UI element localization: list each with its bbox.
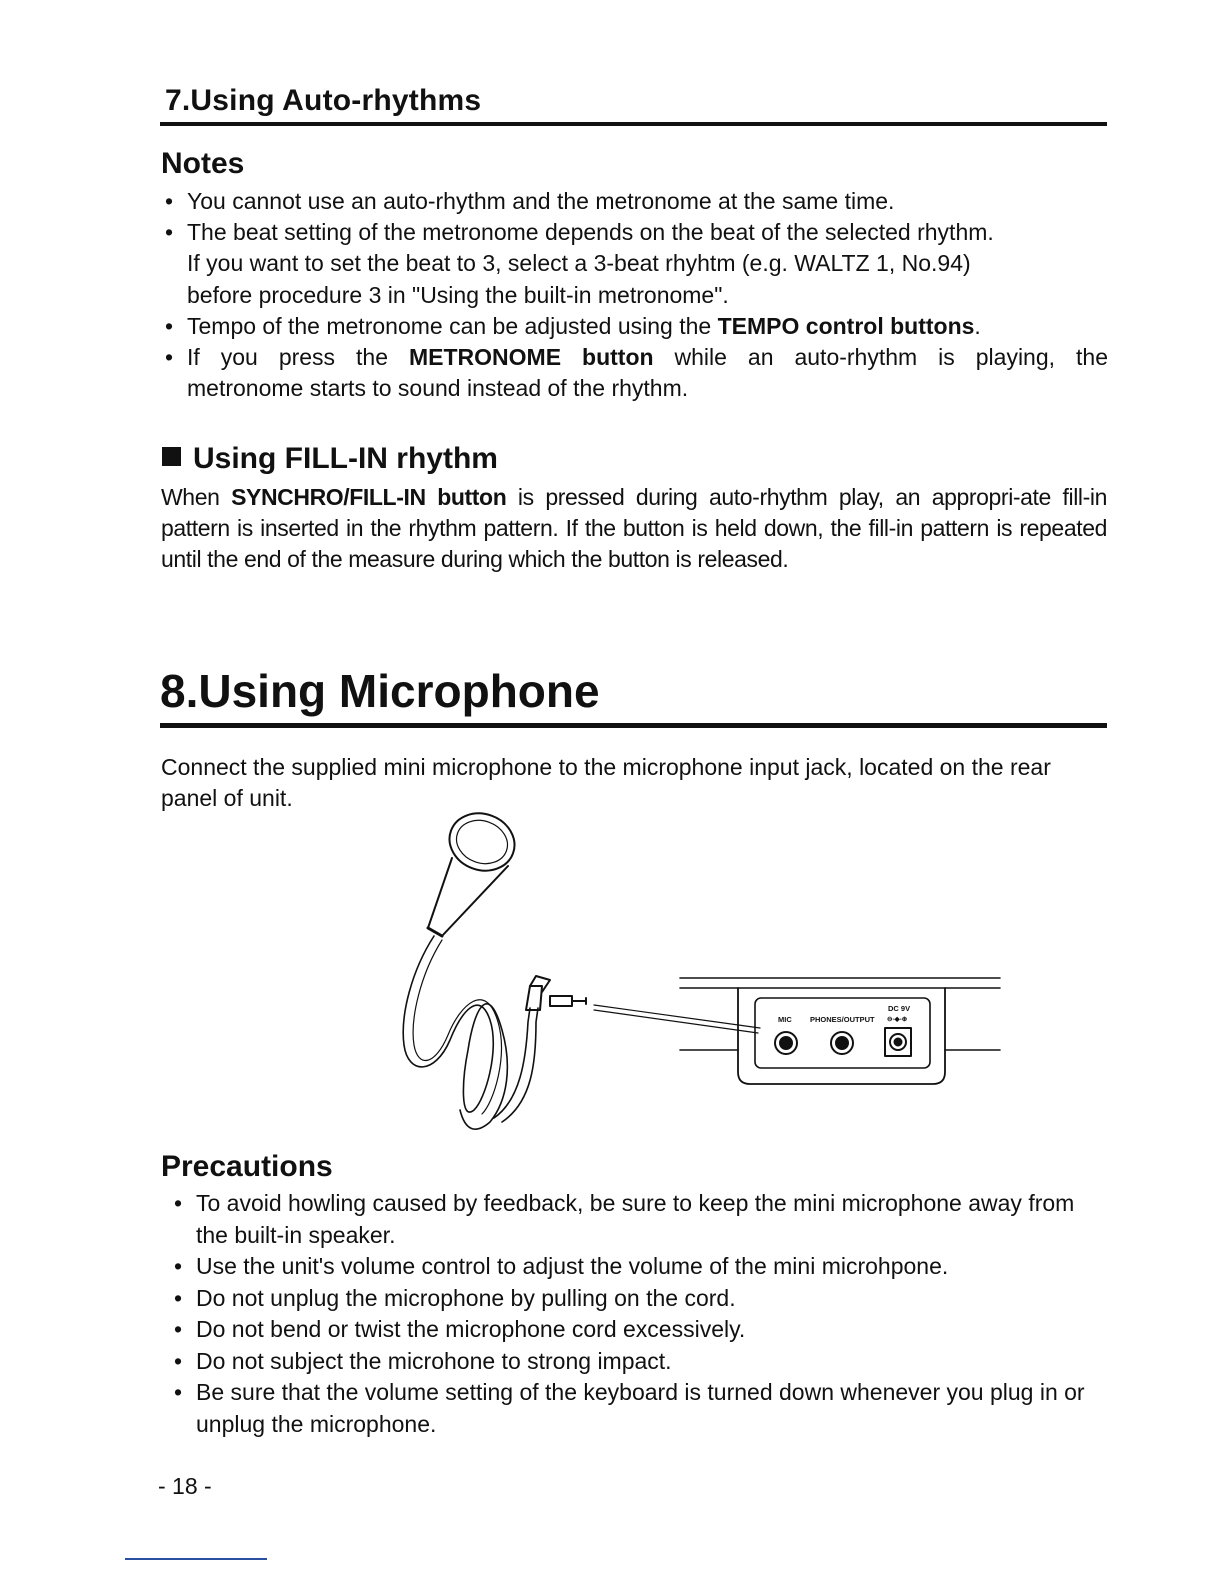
dc-jack-label: DC 9V xyxy=(888,1004,911,1013)
square-bullet-icon xyxy=(162,447,181,466)
fill-in-heading xyxy=(162,442,498,476)
fill-in-paragraph xyxy=(161,482,1107,575)
section-title-microphone: 8.Using Microphone xyxy=(160,665,600,717)
page-number: - 18 - xyxy=(158,1473,212,1499)
fill-in-heading-text: Using FILL-IN rhythm xyxy=(193,442,498,475)
precautions-heading: Precautions xyxy=(161,1150,333,1183)
note-text: If you want to set the beat to 3, select a 3-beat rhyhtm (e.g. WALTZ 1, No.94) xyxy=(187,250,971,277)
list-item xyxy=(163,217,1108,311)
paragraph-text: When xyxy=(161,484,232,510)
list-item xyxy=(163,342,1108,404)
note-text: If you press the xyxy=(187,344,409,371)
note-text: The beat setting of the metronome depends on the beat of the selected rhythm. xyxy=(187,219,994,246)
microphone-icon xyxy=(428,804,523,936)
note-text: while an auto-rhythm is playing, the xyxy=(653,344,1108,371)
section-divider xyxy=(160,723,1107,728)
precautions-list xyxy=(172,1188,1108,1440)
paragraph-emphasis: SYNCHRO/FILL-IN button xyxy=(231,484,507,510)
mini-plug-icon xyxy=(526,976,586,1010)
notes-heading: Notes xyxy=(161,147,245,180)
dc-polarity-label: ⊖-◆-⊕ xyxy=(887,1016,908,1023)
list-item: • Be sure that the volume setting of the keyboard is turned down whenever you plug in or unplug the microphone. xyxy=(172,1377,1108,1440)
note-text: metronome starts to sound instead of the rhythm. xyxy=(187,375,689,402)
section-title-auto-rhythms: 7.Using Auto-rhythms xyxy=(165,84,482,117)
microphone-connection-diagram xyxy=(390,800,1010,1140)
note-emphasis: TEMPO control buttons xyxy=(717,312,975,339)
notes-list xyxy=(163,186,1108,404)
list-item xyxy=(163,186,1108,217)
list-item: • Do not bend or twist the microphone cord excessively. xyxy=(172,1314,1108,1346)
section-divider xyxy=(160,122,1107,126)
footer-rule xyxy=(125,1558,267,1560)
note-text: You cannot use an auto-rhythm and the metronome at the same time. xyxy=(187,188,895,214)
list-item: • To avoid howling caused by feedback, be sure to keep the mini microphone away from the built-in speaker. xyxy=(172,1188,1108,1251)
microphone-intro: Connect the supplied mini microphone to the microphone input jack, located on the rear panel of unit. xyxy=(161,754,1051,811)
microphone-cord xyxy=(403,936,507,1129)
note-text: . xyxy=(974,312,981,339)
note-text: before procedure 3 in "Using the built-in metronome". xyxy=(187,281,729,308)
list-item: • Use the unit's volume control to adjust the volume of the mini microhpone. xyxy=(172,1251,1108,1283)
paragraph-text: is pressed during auto-rhythm play, an appropri-ate fill-in pattern is inserted in the rhythm pattern. If the button is held down, the fill-in pattern is repeated until the end of the measure during which the button is released. xyxy=(161,484,1107,572)
rear-panel-icon xyxy=(680,978,1000,1084)
list-item: • Do not unplug the microphone by pulling on the cord. xyxy=(172,1283,1108,1315)
list-item xyxy=(163,311,1108,342)
note-emphasis: METRONOME button xyxy=(409,344,654,371)
mic-jack-label: MIC xyxy=(778,1015,792,1024)
list-item: • Do not subject the microhone to strong impact. xyxy=(172,1346,1108,1378)
phones-jack-label: PHONES/OUTPUT xyxy=(810,1015,875,1024)
note-text: Tempo of the metronome can be adjusted using the xyxy=(187,312,718,339)
